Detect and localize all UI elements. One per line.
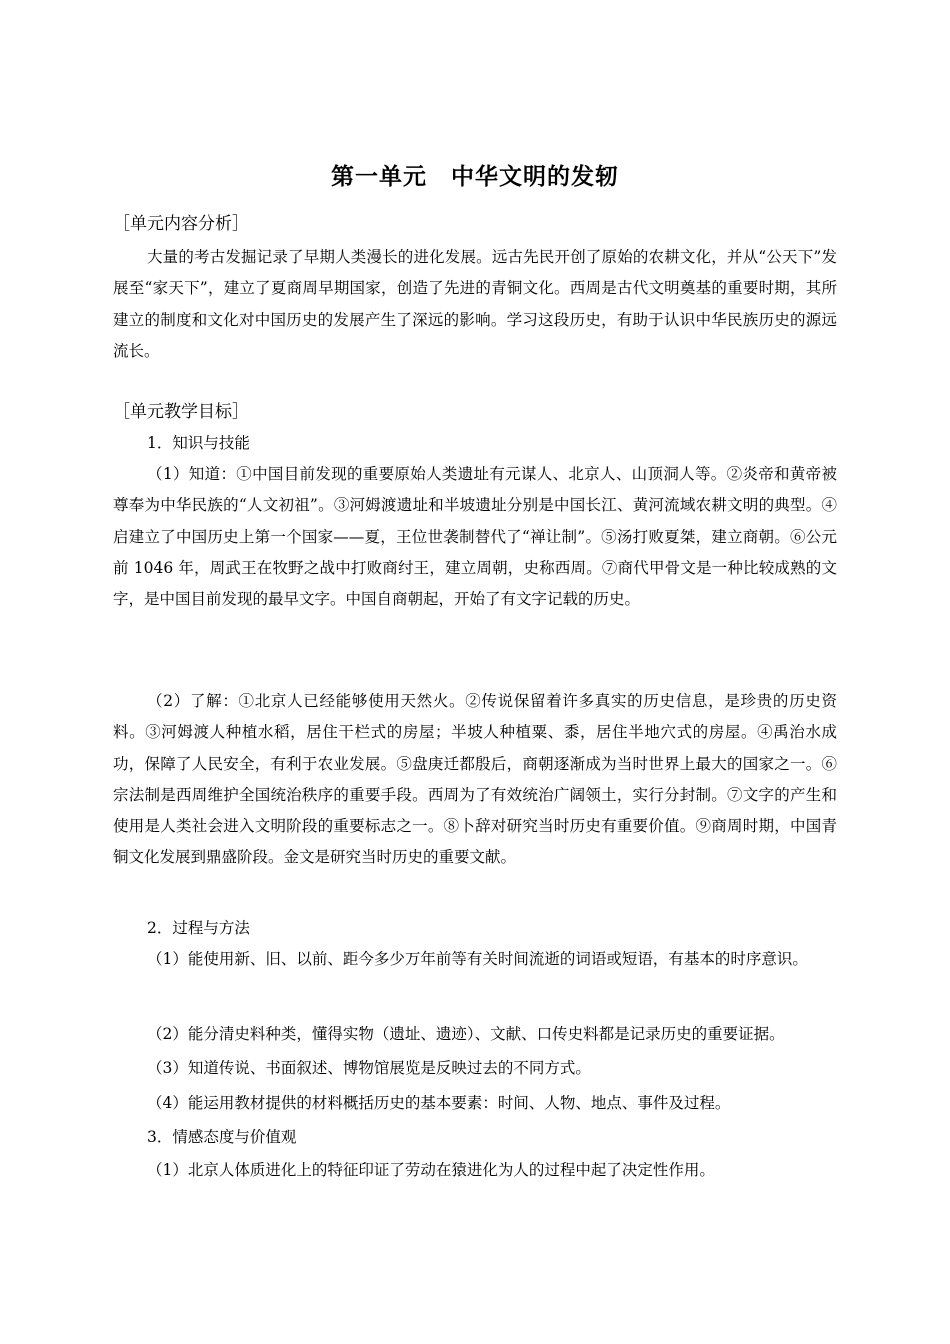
content-analysis-paragraph: 大量的考古发掘记录了早期人类漫长的进化发展。远古先民开创了原始的农耕文化，并从“公天下”发展至“家天下”，建立了夏商周早期国家，创造了先进的青铜文化。西周是古代文明奠基的重要时期，其所建立的制度和文化对中国历史的发展产生了深远的影响。学习这段历史，有助于认识中华民族历史的源远流长。 — [113, 248, 837, 360]
goal-process-paragraph-4: （4）能运用教材提供的材料概括历史的基本要素：时间、人物、地点、事件及过程。 — [147, 1094, 731, 1112]
goal-process-paragraph-3: （3）知道传说、书面叙述、博物馆展览是反映过去的不同方式。 — [147, 1059, 591, 1077]
goal-knowledge-skills-title: 1．知识与技能 — [147, 434, 250, 452]
goal-process-paragraph-1: （1）能使用新、旧、以前、距今多少万年前等有关时间流逝的词语或短语，有基本的时序意识。 — [147, 950, 808, 968]
goal-values-paragraph-1: （1）北京人体质进化上的特征印证了劳动在猿进化为人的过程中起了决定性作用。 — [147, 1161, 715, 1179]
goal-process-paragraph-2: （2）能分清史料种类，懂得实物（遗址、遗迹）、文献、口传史料都是记录历史的重要证据。 — [147, 1025, 785, 1043]
section-heading-teaching-goals: ［单元教学目标］ — [113, 402, 249, 422]
goal-knowledge-paragraph-2: （2）了解：①北京人已经能够使用天然火。②传说保留着许多真实的历史信息，是珍贵的历史资料。③河姆渡人种植水稻，居住干栏式的房屋；半坡人种植粟、黍，居住半地穴式的房屋。④禹治水成功，保障了人民安全，有利于农业发展。⑤盘庚迁都殷后，商朝逐渐成为当时世界上最大的国家之一。⑥宗法制是西周维护全国统治秩序的重要手段。西周为了有效统治广阔领土，实行分封制。⑦文字的产生和使用是人类社会进入文明阶段的重要标志之一。⑧卜辞对研究当时历史有重要价值。⑨商周时期，中国青铜文化发展到鼎盛阶段。金文是研究当时历史的重要文献。 — [113, 692, 837, 867]
goal-process-method-title: 2．过程与方法 — [147, 919, 250, 937]
section-heading-content-analysis: ［单元内容分析］ — [113, 214, 249, 234]
page-title: 第一单元 中华文明的发轫 — [331, 164, 619, 190]
goal-knowledge-paragraph-1: （1）知道：①中国目前发现的重要原始人类遗址有元谋人、北京人、山顶洞人等。②炎帝和黄帝被尊奉为中华民族的“人文初祖”。③河姆渡遗址和半坡遗址分别是中国长江、黄河流域农耕文明的典型。④启建立了中国历史上第一个国家——夏，王位世袭制替代了“禅让制”。⑤汤打败夏桀，建立商朝。⑥公元前 1046 年，周武王在牧野之战中打败商纣王，建立周朝，史称西周。⑦商代甲骨文是一种比较成熟的文字，是中国目前发现的最早文字。中国自商朝起，开始了有文字记载的历史。 — [113, 465, 837, 609]
goal-values-title: 3．情感态度与价值观 — [147, 1128, 297, 1146]
